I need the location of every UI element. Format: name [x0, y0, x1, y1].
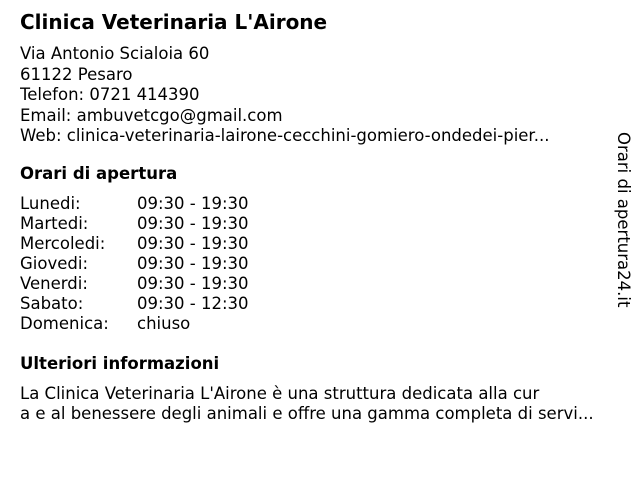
address-street: Via Antonio Scialoia 60	[20, 44, 210, 63]
hours-time: 09:30 - 19:30	[137, 234, 249, 253]
hours-day: Lunedi:	[20, 194, 81, 213]
info-description	[20, 384, 594, 424]
hours-time: 09:30 - 12:30	[137, 294, 249, 313]
web-line[interactable]: Web: clinica-veterinaria-lairone-cecchini-gomiero-ondedei-pier...	[20, 126, 550, 145]
contact-block	[20, 44, 590, 147]
hours-time: 09:30 - 19:30	[137, 194, 249, 213]
hours-day: Venerdi:	[20, 274, 88, 293]
info-heading: Ulteriori informazioni	[20, 354, 220, 373]
info-line: a e al benessere degli animali e offre una gamma completa di servi...	[20, 404, 594, 423]
hours-day: Sabato:	[20, 294, 84, 313]
hours-day: Domenica:	[20, 314, 109, 333]
clinic-name: Clinica Veterinaria L'Airone	[20, 10, 328, 34]
hours-day: Giovedi:	[20, 254, 88, 273]
site-watermark[interactable]	[612, 132, 636, 312]
hours-time: 09:30 - 19:30	[137, 214, 249, 233]
site-watermark-text[interactable]: Orari di apertura24.it	[614, 132, 633, 308]
hours-heading: Orari di apertura	[20, 164, 178, 183]
address-city: 61122 Pesaro	[20, 64, 133, 84]
hours-time: chiuso	[137, 314, 191, 333]
hours-day: Martedi:	[20, 214, 89, 233]
email-line[interactable]: Email: ambuvetcgo@gmail.com	[20, 105, 283, 125]
hours-time: 09:30 - 19:30	[137, 254, 249, 273]
hours-day: Mercoledi:	[20, 234, 106, 253]
phone-line[interactable]: Telefon: 0721 414390	[20, 85, 200, 104]
hours-time: 09:30 - 19:30	[137, 274, 249, 293]
info-line: La Clinica Veterinaria L'Airone è una struttura dedicata alla cur	[20, 384, 540, 403]
